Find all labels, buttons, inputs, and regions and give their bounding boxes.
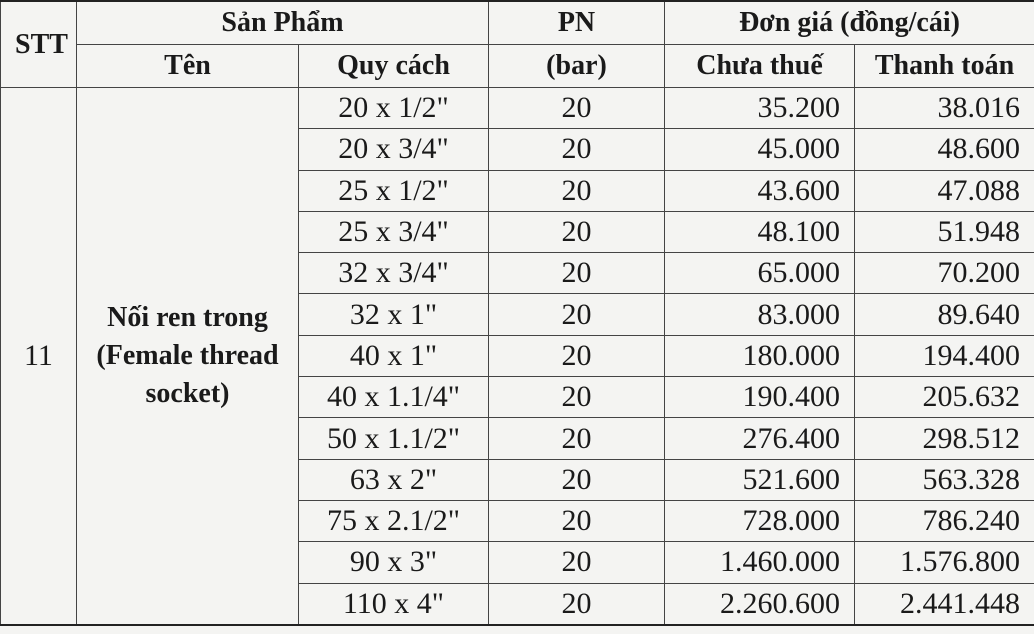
pre-tax-price-cell: 1.460.000 [665, 542, 855, 583]
header-pn-unit: (bar) [489, 45, 665, 88]
spec-cell: 32 x 1" [299, 294, 489, 335]
total-price-cell: 48.600 [855, 129, 1034, 170]
pn-cell: 20 [489, 211, 665, 252]
table-body [1, 88, 1034, 625]
table-row [1, 88, 1034, 129]
product-name-line: (Female thread [96, 340, 279, 372]
pn-cell: 20 [489, 459, 665, 500]
spec-cell: 40 x 1.1/4" [299, 377, 489, 418]
spec-cell: 90 x 3" [299, 542, 489, 583]
header-product: Sản Phẩm [77, 1, 489, 45]
pn-cell: 20 [489, 500, 665, 541]
header-pn: PN [489, 1, 665, 45]
header-price: Đơn giá (đồng/cái) [665, 1, 1034, 45]
total-price-cell: 2.441.448 [855, 583, 1034, 625]
total-price-cell: 194.400 [855, 335, 1034, 376]
total-price-cell: 38.016 [855, 88, 1034, 129]
header-spec: Quy cách [299, 45, 489, 88]
spec-cell: 110 x 4" [299, 583, 489, 625]
header-name: Tên [77, 45, 299, 88]
pn-cell: 20 [489, 253, 665, 294]
total-price-cell: 786.240 [855, 500, 1034, 541]
pn-cell: 20 [489, 129, 665, 170]
spec-cell: 63 x 2" [299, 459, 489, 500]
product-name-line: Nối ren trong [107, 302, 268, 334]
pre-tax-price-cell: 48.100 [665, 211, 855, 252]
total-price-cell: 70.200 [855, 253, 1034, 294]
spec-cell: 20 x 1/2" [299, 88, 489, 129]
pn-cell: 20 [489, 377, 665, 418]
pre-tax-price-cell: 35.200 [665, 88, 855, 129]
pre-tax-price-cell: 43.600 [665, 170, 855, 211]
pre-tax-price-cell: 728.000 [665, 500, 855, 541]
pre-tax-price-cell: 83.000 [665, 294, 855, 335]
header-pre-tax: Chưa thuế [665, 45, 855, 88]
pre-tax-price-cell: 190.400 [665, 377, 855, 418]
pre-tax-price-cell: 521.600 [665, 459, 855, 500]
total-price-cell: 205.632 [855, 377, 1034, 418]
pre-tax-price-cell: 2.260.600 [665, 583, 855, 625]
header-total: Thanh toán [855, 45, 1034, 88]
spec-cell: 25 x 3/4" [299, 211, 489, 252]
spec-cell: 25 x 1/2" [299, 170, 489, 211]
product-name [77, 88, 299, 625]
pn-cell: 20 [489, 542, 665, 583]
header-row-1 [1, 1, 1034, 45]
header-row-2 [1, 45, 1034, 88]
total-price-cell: 1.576.800 [855, 542, 1034, 583]
pn-cell: 20 [489, 170, 665, 211]
pre-tax-price-cell: 180.000 [665, 335, 855, 376]
total-price-cell: 298.512 [855, 418, 1034, 459]
total-price-cell: 563.328 [855, 459, 1034, 500]
spec-cell: 75 x 2.1/2" [299, 500, 489, 541]
pn-cell: 20 [489, 335, 665, 376]
pre-tax-price-cell: 276.400 [665, 418, 855, 459]
spec-cell: 20 x 3/4" [299, 129, 489, 170]
total-price-cell: 89.640 [855, 294, 1034, 335]
header-stt: STT [1, 1, 77, 88]
pn-cell: 20 [489, 88, 665, 129]
spec-cell: 32 x 3/4" [299, 253, 489, 294]
product-name-line: socket) [145, 377, 230, 409]
total-price-cell: 47.088 [855, 170, 1034, 211]
pn-cell: 20 [489, 583, 665, 625]
pn-cell: 20 [489, 418, 665, 459]
spec-cell: 50 x 1.1/2" [299, 418, 489, 459]
product-stt: 11 [1, 88, 77, 625]
total-price-cell: 51.948 [855, 211, 1034, 252]
pn-cell: 20 [489, 294, 665, 335]
pre-tax-price-cell: 45.000 [665, 129, 855, 170]
spec-cell: 40 x 1" [299, 335, 489, 376]
pre-tax-price-cell: 65.000 [665, 253, 855, 294]
